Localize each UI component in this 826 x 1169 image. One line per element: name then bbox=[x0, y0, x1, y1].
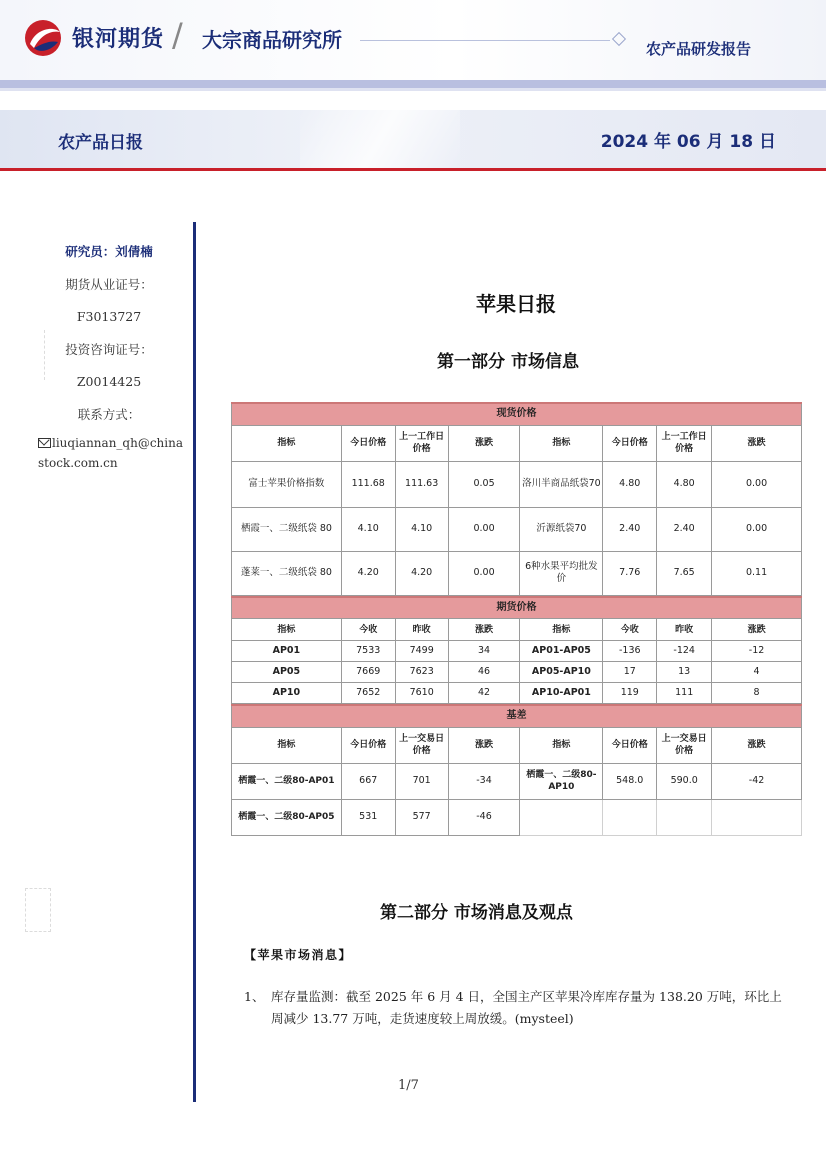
table-cell: 0.00 bbox=[448, 507, 520, 551]
table-cell: 8 bbox=[712, 683, 802, 704]
table-cell: 111 bbox=[657, 683, 712, 704]
header-cell: 今日价格 bbox=[341, 425, 395, 461]
license-label: 期货从业证号： bbox=[65, 276, 153, 292]
table-cell: 7499 bbox=[395, 641, 448, 662]
mail-icon bbox=[38, 438, 51, 448]
report-date: 2024 年 06 月 18 日 bbox=[600, 132, 776, 152]
table-row bbox=[232, 507, 802, 551]
spot-price-table bbox=[231, 402, 802, 596]
table-cell: 46 bbox=[448, 662, 520, 683]
table-cell: 栖霞一、二级纸袋 80 bbox=[232, 507, 342, 551]
table-cell: 4.10 bbox=[395, 507, 448, 551]
table-cell: 111.63 bbox=[395, 461, 448, 507]
header-cell: 涨跌 bbox=[712, 425, 802, 461]
table-cell: 531 bbox=[341, 799, 395, 835]
table-cell: 0.00 bbox=[712, 507, 802, 551]
consult-label: 投资咨询证号： bbox=[65, 341, 153, 357]
table-cell: 7610 bbox=[395, 683, 448, 704]
daily-label: 农产品日报 bbox=[58, 133, 143, 153]
header-cell: 今日价格 bbox=[603, 727, 657, 763]
list-number: 1、 bbox=[244, 989, 265, 1004]
header-cell: 今收 bbox=[341, 619, 395, 641]
table-cell: 548.0 bbox=[603, 763, 657, 799]
table-row bbox=[232, 551, 802, 595]
table-cell: -12 bbox=[712, 641, 802, 662]
table-cell: 4.80 bbox=[657, 461, 712, 507]
email-link[interactable] bbox=[30, 433, 188, 473]
table-cell: 6种水果平均批发价 bbox=[520, 551, 603, 595]
table-cell: AP10 bbox=[232, 683, 342, 704]
table-cell: -46 bbox=[448, 799, 520, 835]
decorative-dash bbox=[44, 330, 54, 380]
table-cell: 7652 bbox=[341, 683, 395, 704]
table-cell: 富士苹果价格指数 bbox=[232, 461, 342, 507]
diamond-icon bbox=[612, 32, 626, 46]
table-cell: 栖霞一、二级80-AP01 bbox=[232, 763, 342, 799]
header-cell: 指标 bbox=[232, 619, 342, 641]
section-heading-1: 第一部分 市场信息 bbox=[437, 352, 579, 372]
header-stripe bbox=[0, 80, 826, 88]
researcher-name: 研究员：刘倩楠 bbox=[65, 244, 153, 259]
table-cell: 栖霞一、二级80-AP05 bbox=[232, 799, 342, 835]
decorative-box bbox=[25, 888, 51, 932]
red-divider bbox=[0, 168, 826, 171]
email-address[interactable]: liuqiannan_qh@chinastock.com.cn bbox=[38, 436, 183, 470]
header-cell: 指标 bbox=[520, 727, 603, 763]
table-row bbox=[232, 799, 802, 835]
header-cell: 今日价格 bbox=[603, 425, 657, 461]
table-row bbox=[232, 763, 802, 799]
basis-band: 基差 bbox=[232, 705, 802, 727]
header-cell: 昨收 bbox=[395, 619, 448, 641]
table-cell: 0.05 bbox=[448, 461, 520, 507]
table-cell: AP01 bbox=[232, 641, 342, 662]
header-cell: 指标 bbox=[520, 619, 603, 641]
brand-divider: / bbox=[172, 16, 183, 54]
table-cell: 0.00 bbox=[712, 461, 802, 507]
table-cell bbox=[712, 799, 802, 835]
header-cell: 上一工作日价格 bbox=[657, 425, 712, 461]
table-cell: 0.00 bbox=[448, 551, 520, 595]
table-cell: 701 bbox=[395, 763, 448, 799]
header-cell: 涨跌 bbox=[448, 727, 520, 763]
news-heading: 【苹果市场消息】 bbox=[244, 948, 353, 962]
table-cell: 667 bbox=[341, 763, 395, 799]
table-cell: 577 bbox=[395, 799, 448, 835]
table-cell bbox=[603, 799, 657, 835]
table-cell: -124 bbox=[657, 641, 712, 662]
table-cell bbox=[657, 799, 712, 835]
decorative-line bbox=[360, 40, 610, 41]
futures-band: 期货价格 bbox=[232, 597, 802, 619]
table-cell: 4.20 bbox=[341, 551, 395, 595]
header-cell: 上一工作日价格 bbox=[395, 425, 448, 461]
header-cell: 涨跌 bbox=[712, 619, 802, 641]
table-cell: 洛川半商品纸袋70 bbox=[520, 461, 603, 507]
table-cell: 7.76 bbox=[603, 551, 657, 595]
sidebar-divider bbox=[193, 222, 196, 1102]
spot-band: 现货价格 bbox=[232, 403, 802, 425]
header-band bbox=[0, 0, 826, 88]
table-row bbox=[232, 641, 802, 662]
title-band bbox=[0, 110, 826, 168]
table-cell: AP05-AP10 bbox=[520, 662, 603, 683]
table-cell: 17 bbox=[603, 662, 657, 683]
header-cell: 今收 bbox=[603, 619, 657, 641]
table-cell: 4.80 bbox=[603, 461, 657, 507]
basis-table bbox=[231, 704, 802, 836]
table-row bbox=[232, 461, 802, 507]
news-text: 库存量监测：截至 2025 年 6 月 4 日，全国主产区苹果冷库库存量为 138.20 万吨，环比上周减少 13.77 万吨，走货速度较上周放缓。(mysteel) bbox=[271, 989, 782, 1026]
brand-name: 银河期货 bbox=[72, 27, 165, 52]
header-cell: 涨跌 bbox=[448, 619, 520, 641]
table-cell: 13 bbox=[657, 662, 712, 683]
table-cell: -34 bbox=[448, 763, 520, 799]
table-cell: 0.11 bbox=[712, 551, 802, 595]
header-cell: 指标 bbox=[232, 425, 342, 461]
table-cell: 沂源纸袋70 bbox=[520, 507, 603, 551]
consult-number: Z0014425 bbox=[76, 374, 142, 389]
table-row bbox=[232, 662, 802, 683]
table-cell: 4 bbox=[712, 662, 802, 683]
header-cell: 上一交易日价格 bbox=[395, 727, 448, 763]
galaxy-logo-icon bbox=[20, 18, 66, 58]
table-cell: -136 bbox=[603, 641, 657, 662]
futures-price-table bbox=[231, 596, 802, 705]
table-cell: 119 bbox=[603, 683, 657, 704]
table-cell: 34 bbox=[448, 641, 520, 662]
header-stripe-light bbox=[0, 88, 826, 91]
table-cell: 111.68 bbox=[341, 461, 395, 507]
table-header-row bbox=[232, 727, 802, 763]
table-cell: 2.40 bbox=[603, 507, 657, 551]
table-cell: 590.0 bbox=[657, 763, 712, 799]
page-number: 1/7 bbox=[398, 1078, 419, 1093]
report-type: 农产品研发报告 bbox=[646, 40, 752, 58]
contact-label: 联系方式： bbox=[77, 406, 141, 422]
header-cell: 昨收 bbox=[657, 619, 712, 641]
table-cell: 2.40 bbox=[657, 507, 712, 551]
table-cell: 7623 bbox=[395, 662, 448, 683]
table-row bbox=[232, 683, 802, 704]
header-cell: 涨跌 bbox=[712, 727, 802, 763]
table-cell: 4.20 bbox=[395, 551, 448, 595]
table-cell bbox=[520, 799, 603, 835]
table-cell: AP05 bbox=[232, 662, 342, 683]
table-cell: 42 bbox=[448, 683, 520, 704]
table-header-row bbox=[232, 619, 802, 641]
header-cell: 今日价格 bbox=[341, 727, 395, 763]
table-cell: AP01-AP05 bbox=[520, 641, 603, 662]
list-item bbox=[244, 986, 792, 1030]
license-number: F3013727 bbox=[76, 309, 142, 324]
table-cell: 7669 bbox=[341, 662, 395, 683]
market-tables bbox=[231, 402, 802, 836]
table-cell: 7533 bbox=[341, 641, 395, 662]
doc-title: 苹果日报 bbox=[476, 292, 556, 316]
table-header-row bbox=[232, 425, 802, 461]
header-cell: 涨跌 bbox=[448, 425, 520, 461]
header-cell: 上一交易日价格 bbox=[657, 727, 712, 763]
header-cell: 指标 bbox=[520, 425, 603, 461]
table-cell: -42 bbox=[712, 763, 802, 799]
table-cell: 栖霞一、二级80-AP10 bbox=[520, 763, 603, 799]
section-2-text: 第二部分 市场消息及观点 bbox=[380, 903, 573, 923]
table-cell: 7.65 bbox=[657, 551, 712, 595]
table-cell: 蓬莱一、二级纸袋 80 bbox=[232, 551, 342, 595]
table-cell: 4.10 bbox=[341, 507, 395, 551]
table-cell: AP10-AP01 bbox=[520, 683, 603, 704]
brand-subtitle: 大宗商品研究所 bbox=[202, 28, 342, 52]
header-cell: 指标 bbox=[232, 727, 342, 763]
